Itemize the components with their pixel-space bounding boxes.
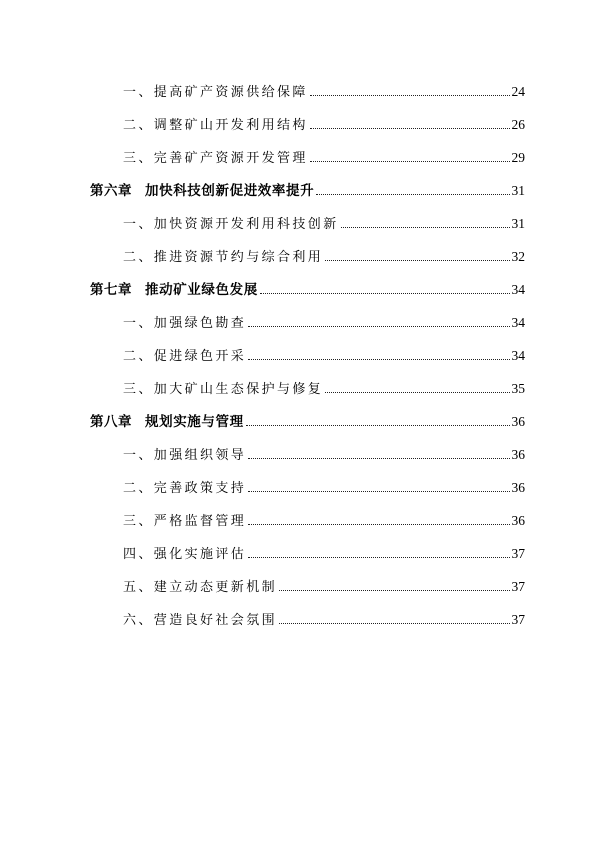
dot-leader [248,557,509,558]
dot-leader [248,359,509,360]
toc-page-number: 37 [511,546,525,561]
toc-entry-label: 一、加强组织领导 [123,448,247,463]
toc-page-number: 35 [511,381,525,396]
toc-entry-label: 二、调整矿山开发利用结构 [123,118,308,133]
toc-entry-label: 四、强化实施评估 [123,547,247,562]
toc-entry[interactable] [123,608,525,628]
toc-entry-label: 二、完善政策支持 [123,481,247,496]
toc-entry[interactable] [123,542,525,562]
toc-entry-label: 二、推进资源节约与综合利用 [123,250,324,265]
toc-page-number: 36 [511,447,525,462]
dot-leader [310,161,510,162]
toc-page-number: 36 [511,480,525,495]
dot-leader [248,458,509,459]
dot-leader [316,194,509,195]
toc-entry[interactable] [123,377,525,397]
toc-entry[interactable] [123,245,525,265]
dot-leader [325,392,509,393]
toc-entry-label: 一、提高矿产资源供给保障 [123,85,308,100]
toc-entry[interactable] [123,146,525,166]
toc-page-number: 37 [511,612,525,627]
dot-leader [248,491,509,492]
toc-entry-label: 一、加快资源开发利用科技创新 [123,217,339,232]
toc-entry-label: 五、建立动态更新机制 [123,580,278,595]
toc-chapter-title: 加快科技创新促进效率提升 [145,183,315,199]
toc-chapter-number: 第八章 [90,414,132,430]
toc-entry[interactable] [123,575,525,595]
toc-chapter-entry[interactable] [90,179,525,199]
toc-chapter-number: 第六章 [90,183,132,199]
toc-page-number: 37 [511,579,525,594]
toc-page-number: 34 [511,282,525,297]
dot-leader [248,326,509,327]
toc-chapter-title: 规划实施与管理 [145,414,244,430]
dot-leader [341,227,510,228]
toc-entry[interactable] [123,476,525,496]
dot-leader [260,293,510,294]
toc-entry-label: 一、加强绿色勘查 [123,316,247,331]
toc-page-number: 36 [511,513,525,528]
toc-entry[interactable] [123,311,525,331]
toc-page-number: 31 [511,183,525,198]
toc-page-number: 26 [511,117,525,132]
dot-leader [279,590,509,591]
toc-page-number: 31 [511,216,525,231]
toc-page-number: 36 [511,414,525,429]
dot-leader [325,260,509,261]
toc-page-number: 32 [511,249,525,264]
toc-page-number: 24 [511,84,525,99]
toc-entry-label: 三、完善矿产资源开发管理 [123,151,308,166]
toc-entry[interactable] [123,212,525,232]
dot-leader [310,95,510,96]
toc-page-number: 29 [511,150,525,165]
toc-page-number: 34 [511,315,525,330]
toc-chapter-number: 第七章 [90,282,132,298]
toc-chapter-title: 推动矿业绿色发展 [145,282,258,298]
toc-entry-label: 三、加大矿山生态保护与修复 [123,382,324,397]
toc-chapter-entry[interactable] [90,278,525,298]
toc-page-number: 34 [511,348,525,363]
toc-entry-label: 六、营造良好社会氛围 [123,613,278,628]
dot-leader [310,128,510,129]
toc-entry[interactable] [123,509,525,529]
toc-entry[interactable] [123,80,525,100]
toc-entry-label: 二、促进绿色开采 [123,349,247,364]
toc-entry[interactable] [123,443,525,463]
toc-entry-label: 三、严格监督管理 [123,514,247,529]
toc-entry[interactable] [123,344,525,364]
dot-leader [279,623,509,624]
toc-entry[interactable] [123,113,525,133]
toc-chapter-entry[interactable] [90,410,525,430]
dot-leader [248,524,509,525]
dot-leader [246,425,510,426]
